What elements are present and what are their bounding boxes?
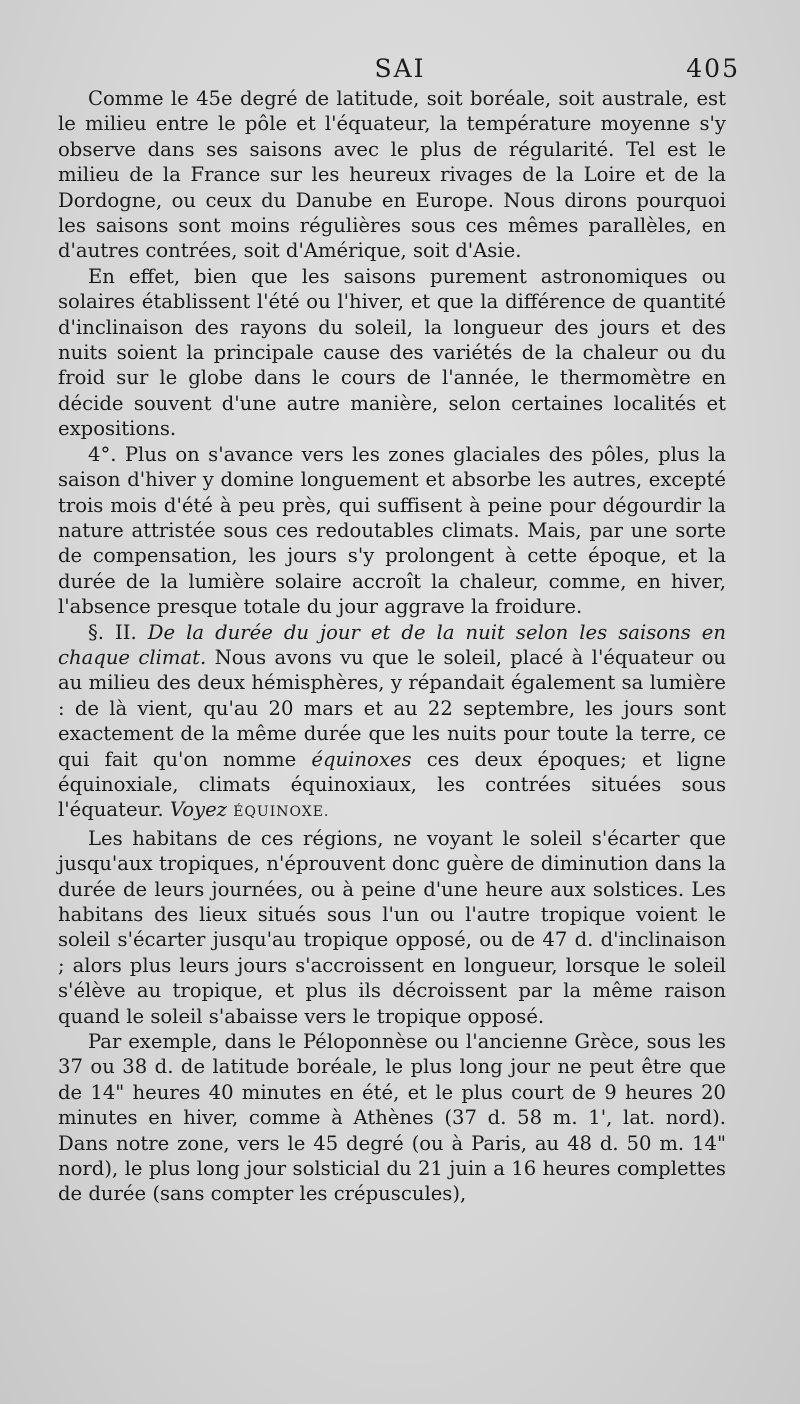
paragraph: Par exemple, dans le Péloponnèse ou l'ancienne Grèce, sous les 37 ou 38 d. de latitude boréale, le plus long jour ne peut être que de 14" heures 40 minutes en été, et le plus court de 9 heures 20 minutes en hiver, comme à Athènes (37 d. 58 m. 1', lat. nord). Dans notre zone, vers le 45 degré (ou à Paris, au 48 d. 50 m. 14" nord), le plus long jour solsticial du 21 juin a 16 heures complettes de durée (sans compter les crépuscules), (58, 1030, 726, 1206)
see-reference: ÉQUINOXE. (233, 804, 330, 821)
paragraph: Comme le 45e degré de latitude, soit boréale, soit australe, est le milieu entre le pôle et l'équateur, la température moyenne s'y observe dans ses saisons avec le plus de régularité. Tel est le milieu de la France sur les heureux rivages de la Loire et de la Dordogne, ou ceux du Danube en Europe. Nous dirons pourquoi les saisons sont moins régulières sous ces mêmes parallèles, en d'autres contrées, soit d'Amérique, soit d'Asie. (58, 87, 726, 263)
section-number: §. II. (88, 620, 137, 644)
section-text-after: ces deux époques; et ligne équinoxiale, climats équinoxiaux, les contrées situées sous l'équateur. (58, 747, 726, 822)
see-label: Voyez (169, 798, 227, 822)
page-number: 405 (686, 54, 740, 83)
paragraph: Les habitans de ces régions, ne voyant le soleil s'écarter que jusqu'aux tropiques, n'éprouvent donc guère de diminution dans la durée de leurs journées, ou à peine d'une heure aux solstices. Les habitans des lieux situés sous l'un ou l'autre tropique voient le soleil s'écarter jusqu'au tropique opposé, ou de 47 d. d'inclinaison ; alors plus leurs jours s'accroissent en longueur, lorsque le soleil s'élève au tropique, et plus ils décroissent par la même raison quand le soleil s'abaisse vers le tropique opposé. (58, 826, 726, 1028)
section-text-before: Nous avons vu que le soleil, placé à l'équateur ou au milieu des deux hémisphères, y répandait également sa lumière : de là vient, qu'au 20 mars et au 22 septembre, les jours sont exactement de la même durée que les nuits pour toute la terre, ce qui fait qu'on nomme (58, 645, 726, 771)
paragraph: 4°. Plus on s'avance vers les zones glaciales des pôles, plus la saison d'hiver y domine longuement et absorbe les autres, excepté trois mois d'été à peu près, qui suffisent à peine pour dégourdir la nature attristée sous ces redoutables climats. Mais, par une sorte de compensation, les jours s'y prolongent à cette époque, et la durée de la lumière solaire accroît la chaleur, comme, en hiver, l'absence presque totale du jour aggrave la froidure. (58, 442, 726, 619)
running-header (60, 54, 740, 88)
body-text (58, 86, 726, 1207)
paragraph-section (58, 620, 726, 826)
section-heading: De la durée du jour et de la nuit selon les saisons en chaque climat. (58, 620, 726, 669)
paragraph: En effet, bien que les saisons purement astronomiques ou solaires établissent l'été ou l'hiver, et que la différence de quantité d'inclinaison des rayons du soleil, la longueur des jours et des nuits soient la principale cause des variétés de la chaleur ou du froid sur le globe dans le cours de l'année, le thermomètre en décide souvent d'une autre manière, selon certaines localités et expositions. (58, 264, 726, 441)
term-equinoxes: équinoxes (311, 747, 412, 771)
header-title: SAI (374, 54, 426, 83)
